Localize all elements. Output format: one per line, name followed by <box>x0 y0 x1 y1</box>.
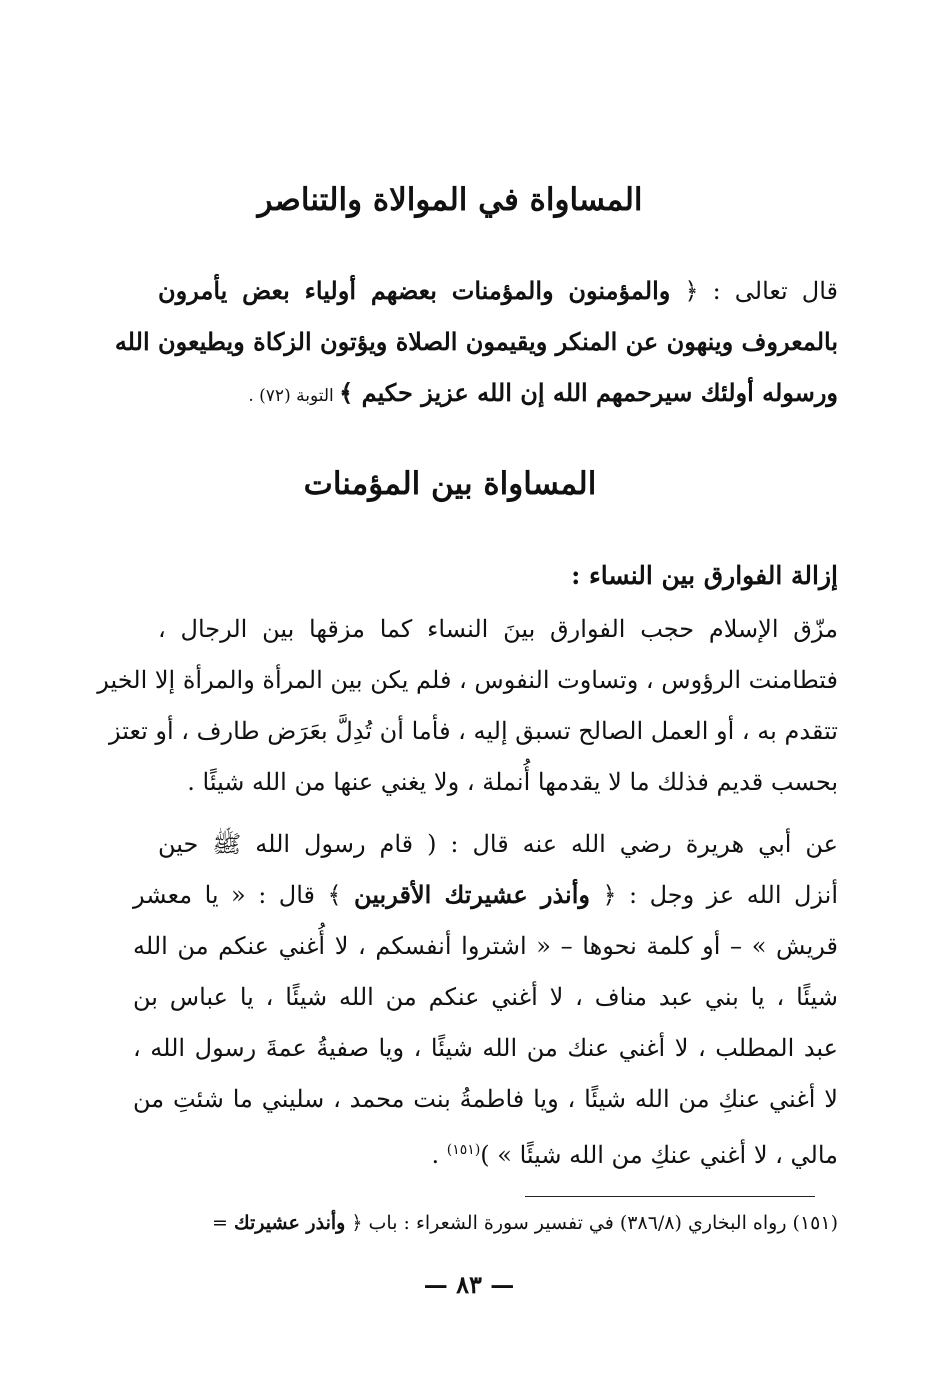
para2-line-2-start: أنزل الله عز وجل : ﴿ <box>589 881 839 909</box>
para1-line-1: مزّق الإسلام حجب الفوارق بينَ النساء كما مزقها بين الرجال ، <box>158 615 838 643</box>
verse-line-1 <box>158 274 838 308</box>
verse-quote: وأنذر عشيرتك الأقربين <box>354 880 590 909</box>
verse-line-2: بالمعروف وينهون عن المنكر ويقيمون الصلاة ويؤتون الزكاة ويطيعون الله <box>114 327 838 356</box>
verse-intro: قال تعالى : ﴿ <box>670 277 838 305</box>
footnote-divider <box>525 1196 815 1197</box>
footnote-verse: وأنذر عشيرتك <box>234 1212 346 1234</box>
para2-line-1: عن أبي هريرة رضي الله عنه قال : ( قام رسول الله ﷺ حين <box>158 830 838 858</box>
verse-text-3: ورسوله أولئك سيرحمهم الله إن الله عزيز حكيم ﴾ <box>339 378 838 407</box>
verse-reference: التوبة (٧٢) . <box>248 386 340 406</box>
section-title-alliance: المساواة في الموالاة والتناصر <box>257 182 643 218</box>
page-number: — ٨٣ — <box>423 1270 515 1299</box>
para1-line-2: فتطامنت الرؤوس ، وتساوت النفوس ، فلم يكن بين المرأة والمرأة إلا الخير <box>97 666 838 694</box>
para2-line-4: شيئًا ، يا بني عبد مناف ، لا أغني عنكم من الله شيئًا ، يا عباس بن <box>133 983 838 1011</box>
para2-line-6: لا أغني عنكِ من الله شيئًا ، ويا فاطمةُ بنت محمد ، سليني ما شئتِ من <box>133 1085 838 1113</box>
para2-line-2 <box>133 878 838 912</box>
para2-line-7-text: مالي ، لا أغني عنكِ من الله شيئًا » ) <box>480 1141 838 1169</box>
para2-line-3: قريش » – أو كلمة نحوها – « اشتروا أنفسكم ، لا أُغني عنكم من الله <box>133 932 838 960</box>
section-title-equality: المساواة بين المؤمنات <box>303 466 597 502</box>
footnote-marker: (١٥١) <box>446 1142 481 1158</box>
para1-line-3: تتقدم به ، أو العمل الصالح تسبق إليه ، فأما أن تُدِلَّ بعَرَض طارف ، أو تعتز <box>109 717 838 745</box>
verse-line-3 <box>133 376 838 413</box>
footnote <box>212 1208 838 1238</box>
footnote-continuation: = <box>212 1212 234 1234</box>
para2-line-2-end: ﴾ قال : « يا معشر <box>133 881 355 909</box>
footnote-text: (١٥١) رواه البخاري (٣٨٦/٨) في تفسير سورة الشعراء : باب ﴿ <box>345 1212 838 1234</box>
para2-line-7 <box>133 1133 838 1172</box>
para1-line-4: بحسب قديم فذلك ما لا يقدمها أُنملة ، ولا يغني عنها من الله شيئًا . <box>187 768 838 796</box>
para2-line-5: عبد المطلب ، لا أغني عنك من الله شيئًا ، ويا صفيةُ عمةَ رسول الله ، <box>133 1034 838 1062</box>
para2-line-7-end: . <box>431 1141 447 1169</box>
verse-text-1: والمؤمنون والمؤمنات بعضهم أولياء بعض يأمرون <box>158 276 671 305</box>
subheading-removing-differences: إزالة الفوارق بين النساء : <box>571 561 838 590</box>
